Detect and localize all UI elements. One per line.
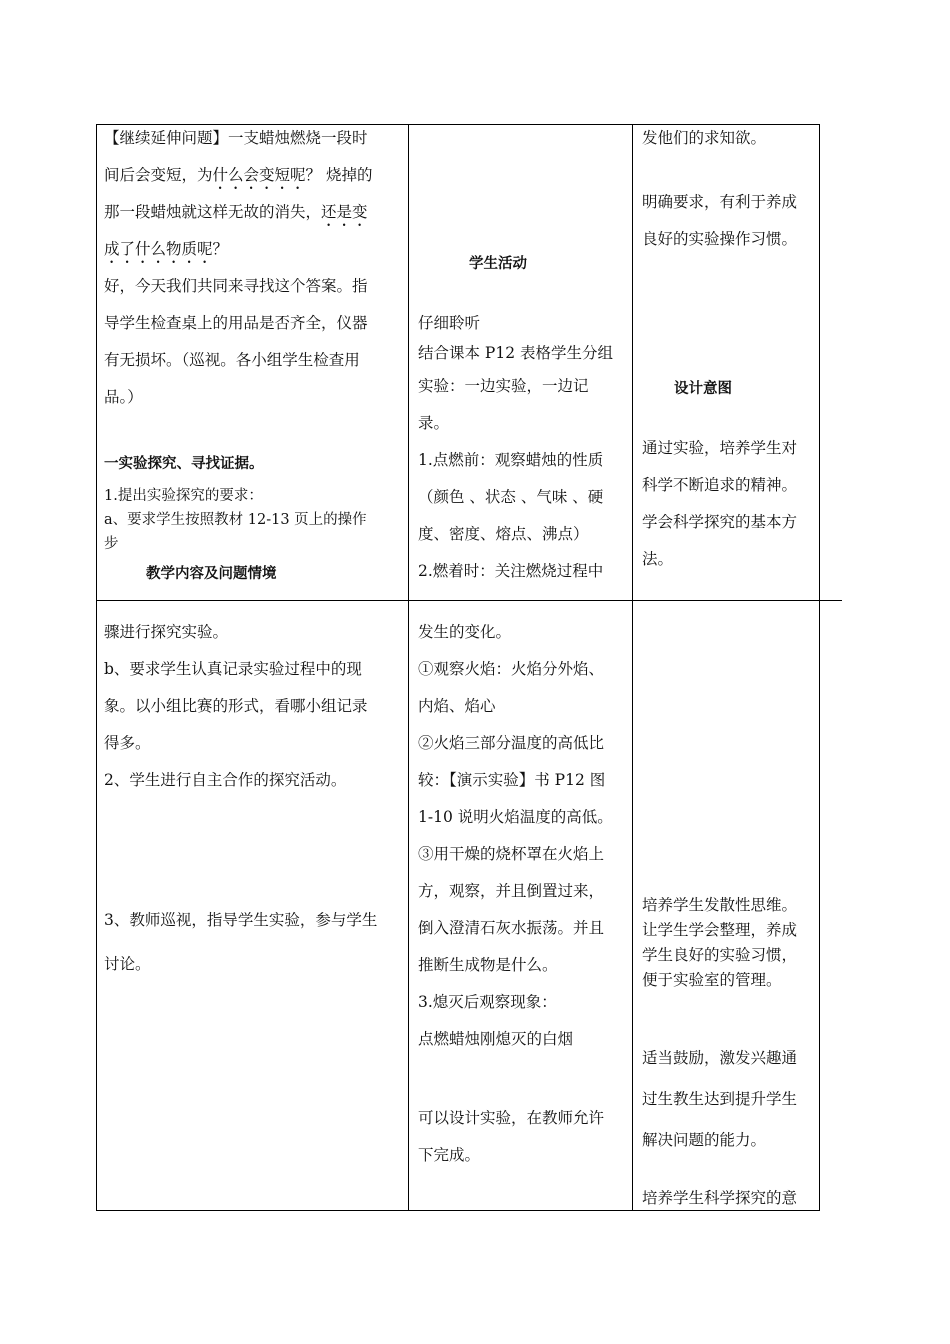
left-cell-teacher: [104, 902, 404, 983]
text-line: 通过实验，培养学生对: [642, 439, 798, 457]
table-border-right: [819, 124, 820, 1211]
text-line: 结合课本 P12 表格学生分组: [418, 344, 614, 362]
text-line: ②火焰三部分温度的高低比: [418, 734, 605, 752]
requirement-title: 1.提出实验探究的要求：: [104, 488, 263, 504]
table-border-left: [96, 124, 97, 1211]
column-header-design-intent: 设计意图: [674, 381, 732, 397]
text-line: 2.燃着时：关注燃烧过程中: [418, 562, 604, 580]
text-line: 1.点燃前：观察蜡烛的性质: [418, 451, 604, 469]
text-line: 培养学生发散性思维。: [642, 896, 798, 914]
text-line: 法。: [642, 550, 674, 568]
text-line: 3.熄灭后观察现象：: [418, 993, 557, 1011]
text-line: 间后会变短，为什么会变短呢？ 烧掉的: [104, 166, 373, 184]
text-line: 让学生学会整理，养成: [642, 921, 798, 939]
text-line: ①观察火焰：火焰分外焰、: [418, 660, 605, 678]
text-line: 下完成。: [418, 1146, 481, 1164]
text-line: b、要求学生认真记录实验过程中的现: [104, 660, 362, 678]
text-line: 发他们的求知欲。: [642, 129, 767, 147]
text-line: 度、密度、熔点、沸点）: [418, 525, 589, 543]
text-line: 骤进行探究实验。: [104, 623, 229, 641]
text-line: 仔细聆听: [418, 314, 481, 332]
emphasized-text: 什么会变短呢？: [212, 166, 322, 184]
text-line: 2、学生进行自主合作的探究活动。: [104, 771, 347, 789]
text-line: （颜色 、状态 、气味 、硬: [418, 488, 604, 506]
text-line: 过生教生达到提升学生: [642, 1090, 798, 1108]
text-line: 明确要求，有利于养成: [642, 193, 798, 211]
emphasized-text: 成了什么物质呢？: [104, 240, 229, 258]
middle-cell-note: [418, 1100, 628, 1174]
text-line: 好，今天我们共同来寻找这个答案。指: [104, 277, 368, 295]
text-line: ③用干燥的烧杯罩在火焰上: [418, 845, 605, 863]
text-line: [104, 231, 404, 268]
text-line: 导学生检查桌上的用品是否齐全，仪器: [104, 314, 368, 332]
text-line: 象。以小组比赛的形式，看哪小组记录: [104, 697, 368, 715]
right-cell-encourage: [642, 1040, 818, 1159]
right-cell-requirement: [642, 184, 818, 258]
requirement-a-line-2: 步: [104, 536, 119, 552]
middle-cell-bottom: [418, 614, 628, 1058]
text-line: 有无损坏。（巡视。各小组学生检查用: [104, 351, 360, 369]
requirement-a-line-1: a、要求学生按照教材 12-13 页上的操作: [104, 512, 367, 528]
column-header-teaching-content: 教学内容及问题情境: [146, 566, 277, 582]
text-line: 推断生成物是什么。: [418, 956, 558, 974]
text-line: 品。）: [104, 388, 143, 406]
column-divider-1: [408, 124, 409, 1211]
text-line: 发生的变化。: [418, 623, 512, 641]
emphasized-text: 还是变: [321, 203, 368, 221]
text-line: 培养学生科学探究的意: [642, 1189, 798, 1207]
text-line: 那一段蜡烛就这样无故的消失，还是变: [104, 203, 368, 221]
text-line: 方，观察，并且倒置过来，: [418, 882, 605, 900]
left-cell-top: [104, 120, 404, 416]
section-heading: 一实验探究、寻找证据。: [104, 456, 264, 472]
text-line: 适当鼓励，激发兴趣通: [642, 1049, 798, 1067]
text-line: 较：【演示实验】书 P12 图: [418, 771, 606, 789]
text-line: 内焰、焰心: [418, 697, 496, 715]
text-line: 录。: [418, 414, 450, 432]
text-line: 便于实验室的管理。: [642, 971, 782, 989]
text-line: 学生良好的实验习惯，: [642, 946, 798, 964]
text-line: 实验：一边实验，一边记: [418, 377, 589, 395]
text-line: 得多。: [104, 734, 151, 752]
text-line: 可以设计实验，在教师允许: [418, 1109, 605, 1127]
text-line: 点燃蜡烛刚熄灭的白烟: [418, 1030, 574, 1048]
left-cell-bottom: [104, 614, 404, 799]
text-line: 讨论。: [104, 955, 151, 973]
column-header-student-activity: 学生活动: [469, 256, 527, 272]
middle-cell-top: [418, 308, 628, 590]
text-line: 倒入澄清石灰水振荡。并且: [418, 919, 605, 937]
text-line: 学会科学探究的基本方: [642, 513, 798, 531]
text-line: 1-10 说明火焰温度的高低。: [418, 808, 613, 826]
column-divider-2: [632, 124, 633, 1211]
right-cell-top: [642, 120, 818, 157]
text-line: 科学不断追求的精神。: [642, 476, 798, 494]
right-cell-bottom: [642, 893, 818, 993]
right-cell-final: [642, 1180, 818, 1217]
text-line: 解决问题的能力。: [642, 1131, 767, 1149]
text-line: 良好的实验操作习惯。: [642, 230, 798, 248]
text-line: 【继续延伸问题】一支蜡烛燃烧一段时: [104, 129, 368, 147]
right-cell-purpose: [642, 430, 818, 578]
text-line: 3、教师巡视，指导学生实验，参与学生: [104, 911, 378, 929]
row-divider: [96, 600, 842, 601]
